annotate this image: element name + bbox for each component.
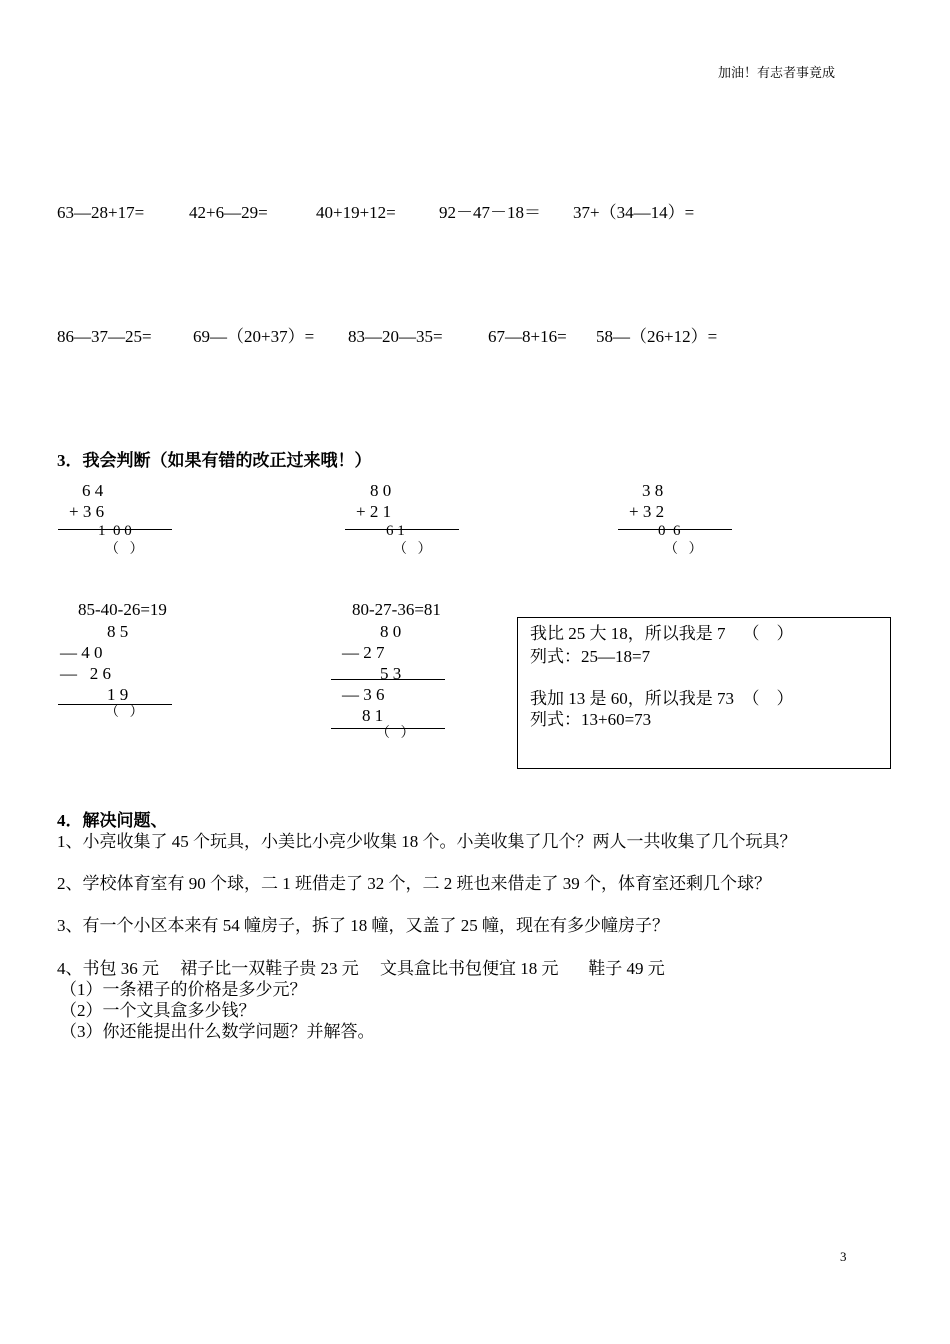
sub-question: （2）一个文具盒多少钱？ bbox=[60, 1001, 256, 1020]
calc-label: 80-27-36=81 bbox=[352, 600, 441, 619]
expression: 42+6—29= bbox=[189, 203, 268, 222]
word-problem: 1、小亮收集了 45 个玩具，小美比小亮少收集 18 个。小美收集了几个？两人一共收集了几个玩具？ bbox=[57, 832, 797, 851]
calc-line: 8 5 bbox=[107, 622, 129, 641]
answer-paren: （ ） bbox=[393, 542, 432, 557]
calc-rule bbox=[618, 529, 732, 530]
word-problem: 3、有一个小区本来有 54 幢房子，拆了 18 幢，又盖了 25 幢，现在有多少幢房子？ bbox=[57, 916, 669, 935]
page-number: 3 bbox=[840, 1249, 847, 1264]
calc-line: 8 0 bbox=[380, 622, 402, 641]
calc-rule bbox=[345, 529, 459, 530]
answer-paren: （ ） bbox=[664, 542, 703, 557]
calc-line: 1 9 bbox=[107, 685, 129, 704]
answer-paren: （ ） bbox=[376, 726, 415, 741]
section-title: 3．我会判断（如果有错的改正过来哦！） bbox=[57, 451, 372, 470]
calc-line: — 2 7 bbox=[342, 643, 385, 662]
calc-line: + 3 2 bbox=[629, 502, 665, 521]
calc-line: 3 8 bbox=[642, 481, 664, 500]
answer-paren: （ ） bbox=[105, 542, 144, 557]
box-equation: 列式：25—18=7 bbox=[530, 647, 651, 666]
expression: 67—8+16= bbox=[488, 327, 567, 346]
section-title: 4．解决问题、 bbox=[57, 811, 168, 830]
calc-line: 8 0 bbox=[370, 481, 392, 500]
expression: 40+19+12= bbox=[316, 203, 396, 222]
calc-result: 0 6 bbox=[658, 523, 681, 539]
calc-line: 5 3 bbox=[380, 664, 402, 683]
calc-line: — 2 6 bbox=[60, 664, 111, 683]
calc-line: 8 1 bbox=[362, 706, 384, 725]
expression: 83—20—35= bbox=[348, 327, 443, 346]
box-equation: 列式：13+60=73 bbox=[530, 710, 652, 729]
answer-paren: （ ） bbox=[105, 705, 144, 720]
word-problem: 2、学校体育室有 90 个球，二 1 班借走了 32 个，二 2 班也来借走了 39 个，体育室还剩几个球？ bbox=[57, 874, 771, 893]
calc-line: — 3 6 bbox=[342, 685, 385, 704]
calc-line: + 3 6 bbox=[69, 502, 105, 521]
expression: 92－47－18＝ bbox=[439, 203, 541, 222]
calc-rule bbox=[331, 679, 445, 680]
sub-question: （3）你还能提出什么数学问题？并解答。 bbox=[60, 1022, 375, 1041]
expression: 86—37—25= bbox=[57, 327, 152, 346]
expression: 58—（26+12）= bbox=[596, 327, 718, 346]
calc-line: + 2 1 bbox=[356, 502, 392, 521]
sub-question: （1）一条裙子的价格是多少元？ bbox=[60, 980, 307, 999]
calc-result: 6 1 bbox=[386, 523, 405, 539]
expression: 37+（34—14）= bbox=[573, 203, 695, 222]
calc-result: 1 0 0 bbox=[98, 523, 132, 539]
calc-line: 6 4 bbox=[82, 481, 104, 500]
calc-label: 85-40-26=19 bbox=[78, 600, 167, 619]
calc-line: — 4 0 bbox=[60, 643, 103, 662]
box-statement: 我加 13 是 60，所以我是 73 （ ） bbox=[530, 689, 794, 708]
box-statement: 我比 25 大 18，所以我是 7 （ ） bbox=[530, 624, 794, 643]
expression: 63—28+17= bbox=[57, 203, 145, 222]
calc-rule bbox=[58, 529, 172, 530]
expression: 69—（20+37）= bbox=[193, 327, 315, 346]
word-problem: 4、书包 36 元 裙子比一双鞋子贵 23 元 文具盒比书包便宜 18 元 鞋子 49 元 bbox=[57, 959, 665, 978]
page-header: 加油！有志者事竟成 bbox=[718, 65, 836, 80]
